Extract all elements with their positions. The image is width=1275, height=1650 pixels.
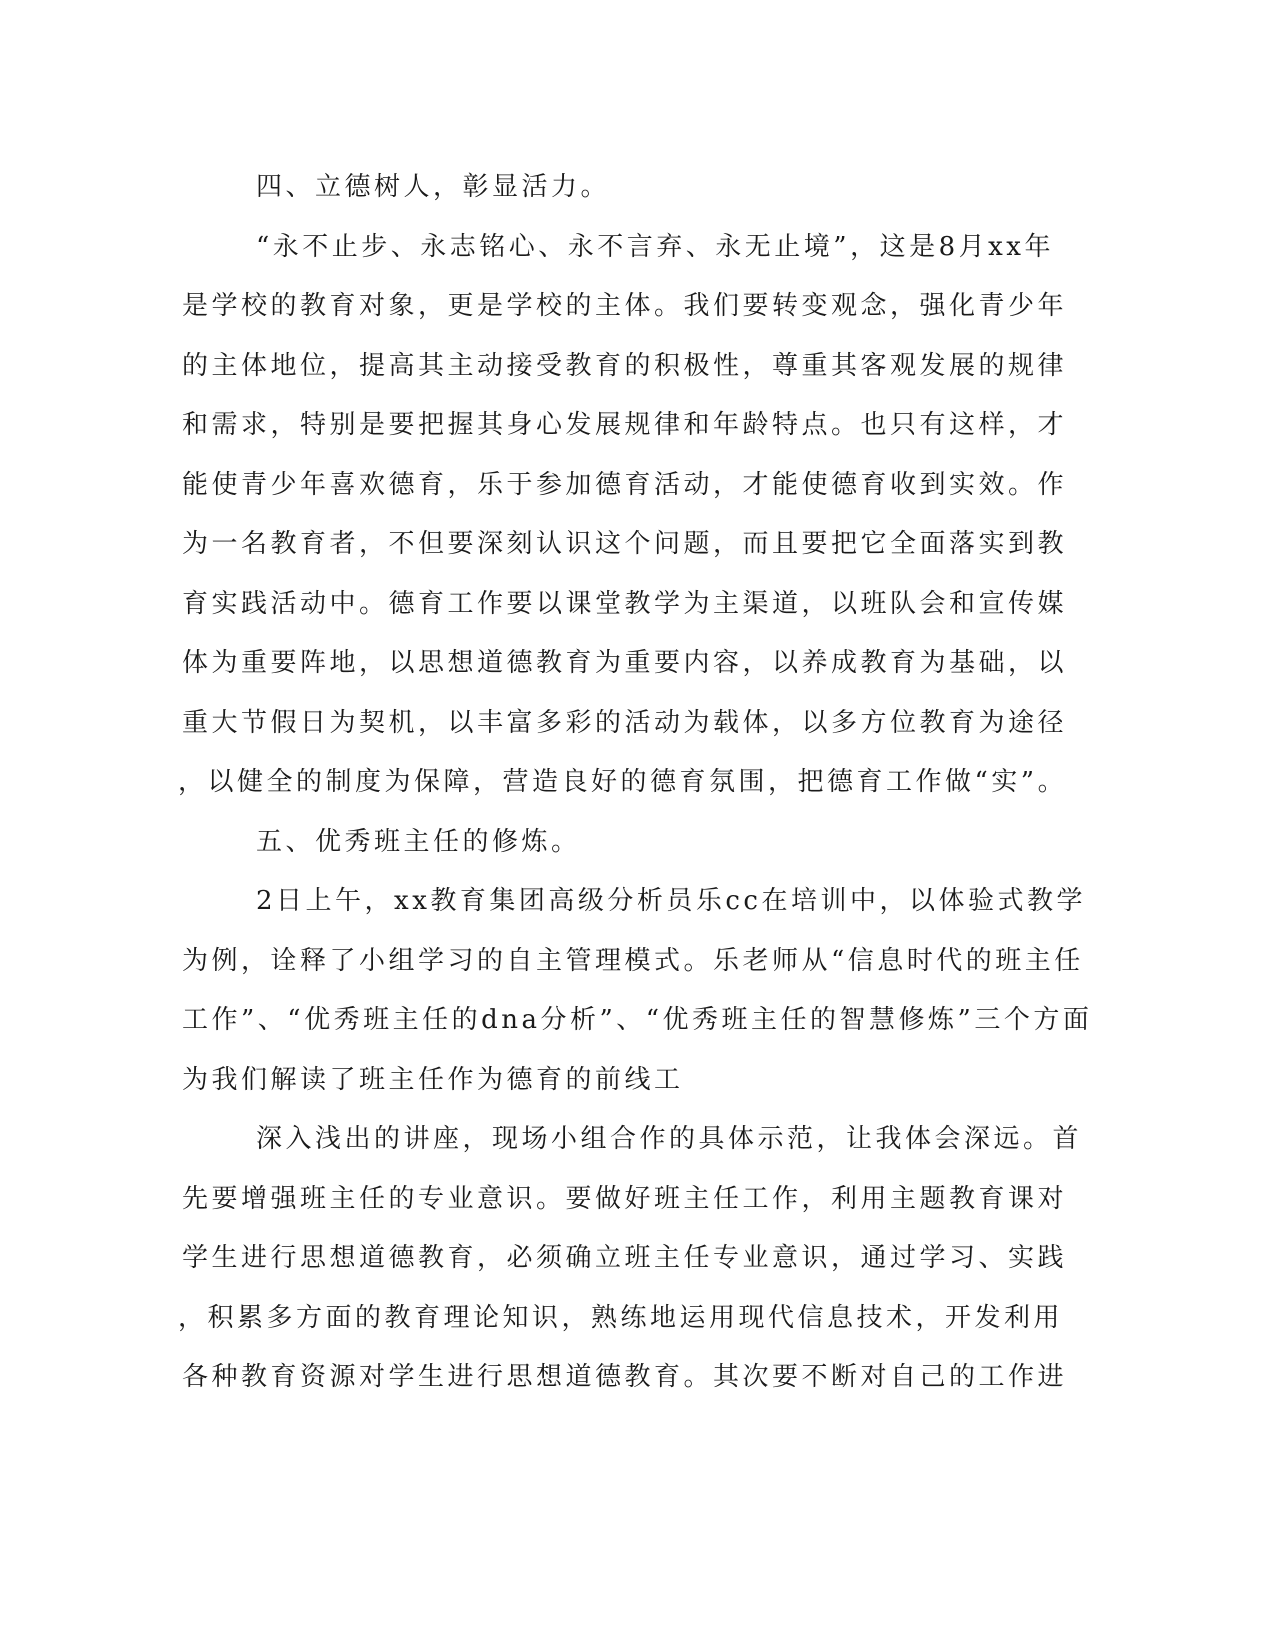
paragraph-line: 学生进行思想道德教育，必须确立班主任专业意识，通过学习、实践 [182,1243,1068,1273]
paragraph-line: 为一名教育者，不但要深刻认识这个问题，而且要把它全面落实到教 [182,529,1068,559]
paragraph-line: 工作”、“优秀班主任的dna分析”、“优秀班主任的智慧修炼”三个方面 [182,1005,1093,1035]
paragraph-line: 为我们解读了班主任作为德育的前线工 [182,1064,684,1095]
paragraph-3 [178,1110,1083,1408]
paragraph-line: 2日上午，xx教育集团高级分析员乐cc在培训中，以体验式教学 [256,886,1086,916]
paragraph-line: 是学校的教育对象，更是学校的主体。我们要转变观念，强化青少年 [182,291,1068,321]
paragraph-line: 体为重要阵地，以思想道德教育为重要内容，以养成教育为基础，以 [182,648,1068,678]
paragraph-1 [178,218,1068,813]
paragraph-line: 各种教育资源对学生进行思想道德教育。其次要不断对自己的工作进 [182,1362,1068,1392]
document-page [178,158,1093,1408]
paragraph-line: 和需求，特别是要把握其身心发展规律和年龄特点。也只有这样，才 [182,410,1068,440]
paragraph-line: 能使青少年喜欢德育，乐于参加德育活动，才能使德育收到实效。作 [182,469,1068,500]
heading-text: 四、立德树人，彰显活力。 [256,172,611,202]
paragraph-line: 深入浅出的讲座，现场小组合作的具体示范，让我体会深远。首 [256,1124,1083,1154]
section-heading-5 [182,813,1062,873]
paragraph-line: 的主体地位，提高其主动接受教育的积极性，尊重其客观发展的规律 [182,350,1068,381]
paragraph-line: 重大节假日为契机，以丰富多彩的活动为载体，以多方位教育为途径 [182,707,1068,738]
paragraph-line: “永不止步、永志铭心、永不言弃、永无止境”，这是8月xx年 [256,231,1054,262]
heading-text: 五、优秀班主任的修炼。 [256,826,581,857]
paragraph-line: ，积累多方面的教育理论知识，熟练地运用现代信息技术，开发利用 [178,1302,1064,1333]
paragraph-2 [182,872,1093,1110]
paragraph-line: 育实践活动中。德育工作要以课堂教学为主渠道，以班队会和宣传媒 [182,588,1068,619]
paragraph-line: 先要增强班主任的专业意识。要做好班主任工作，利用主题教育课对 [182,1183,1068,1214]
paragraph-line: 为例，诠释了小组学习的自主管理模式。乐老师从“信息时代的班主任 [182,945,1084,976]
section-heading-4 [182,158,1062,218]
paragraph-line: ，以健全的制度为保障，营造良好的德育氛围，把德育工作做“实”。 [178,767,1068,797]
